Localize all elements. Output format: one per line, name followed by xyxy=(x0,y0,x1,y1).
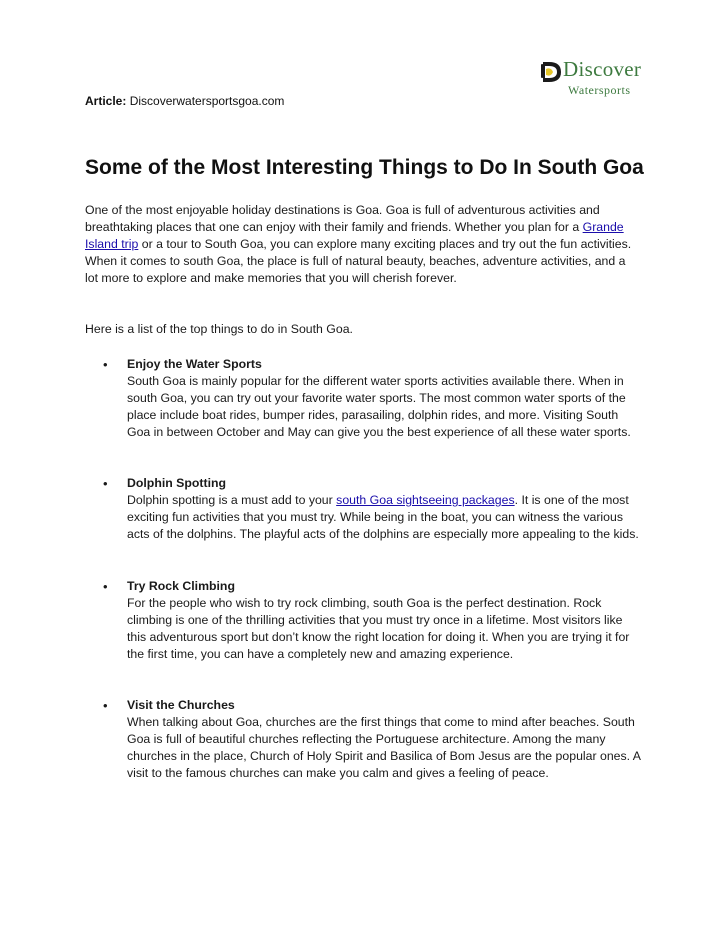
article-source-value: Discoverwatersportsgoa.com xyxy=(129,94,285,108)
intro-text-end: or a tour to South Goa, you can explore many exciting places and try out the fun activities. When it comes to south Goa, the place is full of natural beauty, beaches, adventure activities, and a lot more to explore and make memories that you will cherish forever. xyxy=(85,237,632,285)
bullet-icon: • xyxy=(103,579,108,594)
bullet-icon: • xyxy=(103,698,108,713)
list-item-body: South Goa is mainly popular for the different water sports activities available there. When in south Goa, you can try out your favorite water sports. The most common water sports of the place include boat rides, bumper rides, parasailing, dolphin rides, and more. Visiting South Goa in between October and May can give you the best experience of all these water sports. xyxy=(127,374,631,439)
list-item-body: For the people who wish to try rock climbing, south Goa is the perfect destination. Rock climbing is one of the thrilling activities that you must try once in a lifetime. Most visitors like this adventurous sport but don’t know the right location for doing it. When you are trying it for the first time, you can have a completely new and amazing experience. xyxy=(127,596,630,661)
list-item-body: When talking about Goa, churches are the first things that come to mind after beaches. South Goa is full of beautiful churches reflecting the Portuguese architecture. Among the many churches in the place, Church of Holy Spirit and Basilica of Bom Jesus are the popular ones. A visit to the famous churches can make you calm and gives a feeling of peace. xyxy=(127,715,641,780)
bullet-icon: • xyxy=(103,357,108,372)
article-source xyxy=(85,94,284,108)
list-item-body xyxy=(127,492,642,543)
intro-text-start: One of the most enjoyable holiday destinations is Goa. Goa is full of adventurous activities and breathtaking places that one can enjoy with their family and friends. Whether you plan for a xyxy=(85,203,600,234)
page-title: Some of the Most Interesting Things to Do In South Goa xyxy=(85,156,644,179)
bullet-icon: • xyxy=(103,476,108,491)
grande-island-trip-link[interactable]: Grande Island trip xyxy=(85,220,624,251)
snorkel-mask-icon xyxy=(540,60,564,84)
article-label: Article: xyxy=(85,94,127,108)
list-intro-paragraph: Here is a list of the top things to do in South Goa. xyxy=(85,322,353,336)
list-item-body-end: . It is one of the most exciting fun activities that you must try. While being in the boat, you can witness the various acts of the dolphins. The playful acts of the dolphins are especially more appealing to the kids. xyxy=(127,493,639,541)
logo-tagline: Watersports xyxy=(568,83,631,97)
list-item-title: Visit the Churches xyxy=(127,698,235,712)
list-item-title: Enjoy the Water Sports xyxy=(127,357,262,371)
brand-logo xyxy=(538,58,648,102)
logo-wordmark: Discover xyxy=(563,57,642,81)
list-item-title: Try Rock Climbing xyxy=(127,579,235,593)
list-item-title: Dolphin Spotting xyxy=(127,476,227,490)
list-item-body-start: Dolphin spotting is a must add to your xyxy=(127,493,337,507)
sightseeing-packages-link[interactable]: south Goa sightseeing packages xyxy=(336,493,515,507)
intro-paragraph xyxy=(85,202,640,287)
